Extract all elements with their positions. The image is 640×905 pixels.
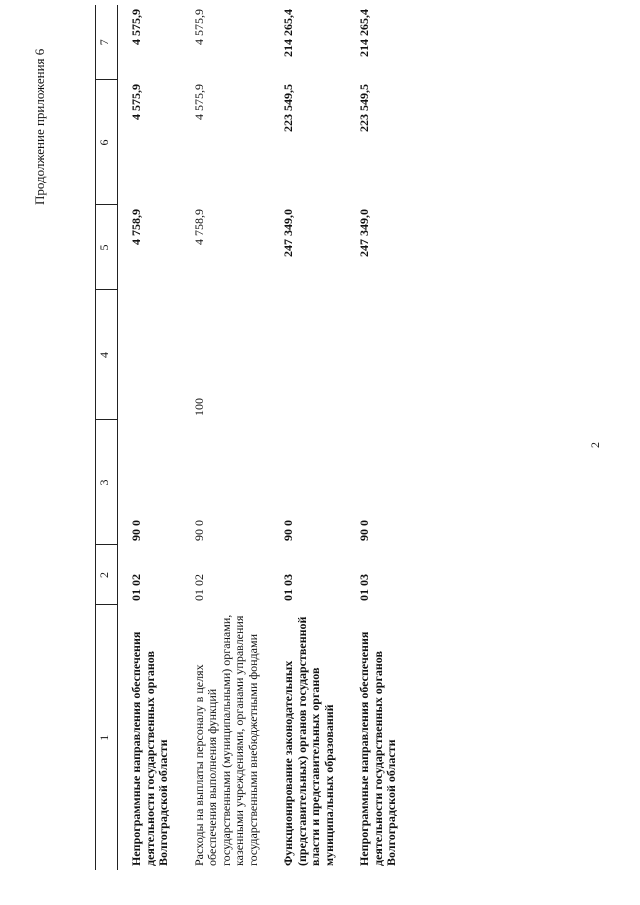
col-header-5: 5 (96, 205, 118, 290)
row-target: 90 0 (129, 520, 143, 541)
row-value-1: 247 349,0 (357, 209, 371, 257)
row-name: Функционирование законодательных (представительных) органов государственной власти и представительных органов муниципальных образований (281, 616, 336, 866)
row-value-1: 247 349,0 (281, 209, 295, 257)
col-header-6: 6 (96, 80, 118, 205)
col-header-4: 4 (96, 290, 118, 420)
row-type: 100 (191, 398, 206, 416)
row-value-2: 4 575,9 (129, 84, 143, 120)
table-row (346, 5, 409, 870)
appendix-caption: Продолжение приложения 6 (32, 48, 47, 205)
row-value-3: 214 265,4 (357, 9, 371, 57)
row-value-2: 223 549,5 (281, 84, 295, 132)
table-row (181, 5, 271, 870)
row-target: 90 0 (191, 520, 206, 541)
row-name: Непрограммные направления обеспечения деятельности государственных органов Волгоградской области (129, 631, 170, 866)
col-header-1: 1 (96, 605, 118, 870)
column-number-row (96, 5, 118, 870)
row-section: 01 03 (357, 574, 371, 601)
row-target: 90 0 (281, 520, 295, 541)
row-section: 01 02 (191, 574, 206, 601)
row-name: Непрограммные направления обеспечения деятельности государственных органов Волгоградской области (357, 631, 398, 866)
row-value-3: 214 265,4 (281, 9, 295, 57)
row-target: 90 0 (357, 520, 371, 541)
row-section: 01 03 (281, 574, 295, 601)
row-value-3: 4 575,9 (129, 9, 143, 45)
row-type (346, 290, 409, 420)
table-row (118, 5, 181, 870)
row-value-3: 4 575,9 (191, 9, 206, 45)
row-type (270, 290, 346, 420)
row-value-1: 4 758,9 (191, 209, 206, 245)
row-type (118, 290, 181, 420)
row-value-2: 4 575,9 (191, 84, 206, 120)
col-header-2: 2 (96, 545, 118, 605)
row-section: 01 02 (129, 574, 143, 601)
row-value-2: 223 549,5 (357, 84, 371, 132)
table-row (270, 5, 346, 870)
col-header-7: 7 (96, 5, 118, 80)
row-value-1: 4 758,9 (129, 209, 143, 245)
page-number: 2 (588, 442, 602, 448)
budget-table (95, 5, 409, 870)
col-header-3: 3 (96, 420, 118, 545)
row-name: Расходы на выплаты персоналу в целях обеспечения выполнения функций государственными (муниципальными) органами, казенными учреждениями, органами управления государственными внебюджетными фондами (191, 614, 260, 866)
